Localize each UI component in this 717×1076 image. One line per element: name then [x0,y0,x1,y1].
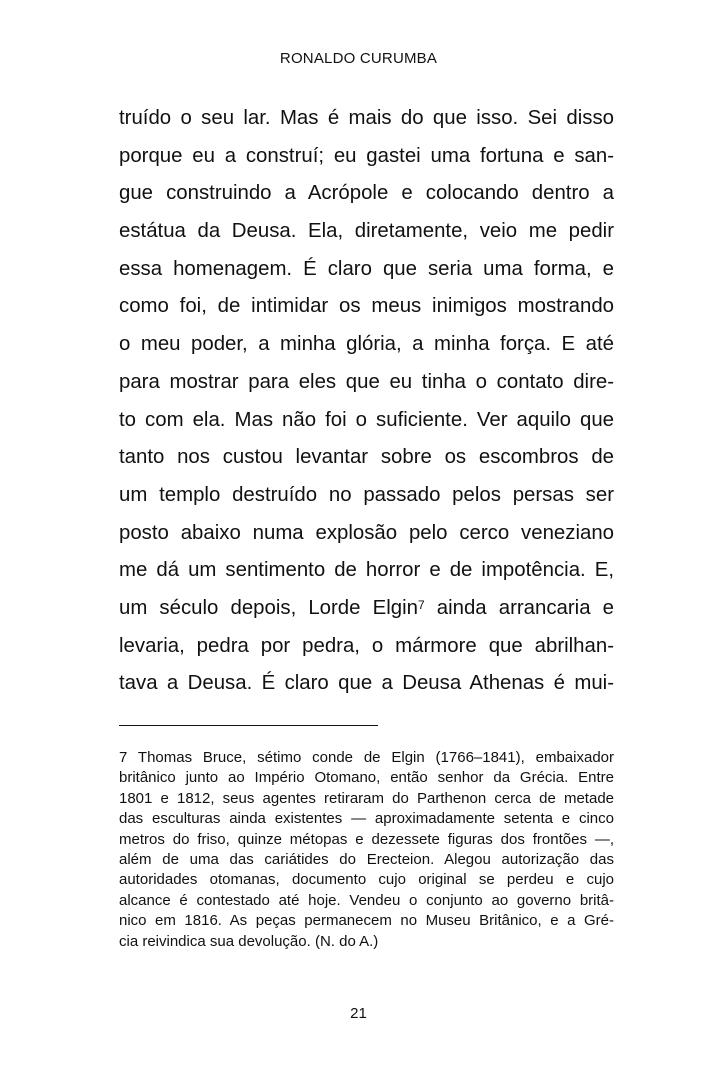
running-header: RONALDO CURUMBA [279,50,438,67]
text-line: como foi, de intimidar os meus inimigos mostrando [119,295,614,318]
footnote-line: britânico junto ao Império Otomano, então senhor da Grécia. Entre [119,769,614,787]
text-line: gue construindo a Acrópole e colocando dentro a [119,182,614,205]
footnote-line: alcance é contestado até hoje. Vendeu o conjunto ao governo britâ- [119,891,614,909]
footnote-line: 7 Thomas Bruce, sétimo conde de Elgin (1766–1841), embaixador [119,749,614,766]
footnote [119,748,614,952]
footnote-reference[interactable]: 7 [417,597,425,612]
footnote-line: das esculturas ainda existentes — aproximadamente setenta e cinco [119,810,614,828]
text-line: truído o seu lar. Mas é mais do que isso. Sei disso [119,107,614,129]
text-line: um templo destruído no passado pelos persas ser [119,483,614,506]
text-line: me dá um sentimento de horror e de impotência. E, [119,559,614,582]
text-line: to com ela. Mas não foi o suficiente. Ver aquilo que [119,408,614,431]
text-line: para mostrar para eles que eu tinha o contato dire- [119,370,614,393]
footnote-line: além de uma das cariátides do Erecteion. Alegou autorização das [119,850,614,868]
text-line: o meu poder, a minha glória, a minha força. E até [119,333,614,356]
text-line: levaria, pedra por pedra, o mármore que abrilhan- [119,634,614,657]
footnote-separator [119,725,378,726]
text-line: posto abaixo numa explosão pelo cerco veneziano [119,521,614,544]
footnote-line: nico em 1816. As peças permanecem no Museu Britânico, e a Gré- [119,912,614,930]
text-line: tanto nos custou levantar sobre os escombros de [119,446,614,469]
text-line: porque eu a construí; eu gastei uma fortuna e san- [119,144,614,167]
text-line: tava a Deusa. É claro que a Deusa Athenas é mui- [119,672,614,695]
footnote-line: 1801 e 1812, seus agentes retiraram do Parthenon cerca de metade [119,789,614,807]
main-text [119,100,614,703]
text-line: estátua da Deusa. Ela, diretamente, veio me pedir [119,220,614,243]
footnote-line: metros do friso, quinze métopas e dezessete figuras dos frontões —, [119,830,614,848]
text-segment: ainda arrancaria e [424,596,614,619]
footnote-line: autoridades otomanas, documento cujo original se perdeu e cujo [119,871,614,889]
text-line-with-footnote-ref [119,590,614,628]
text-segment: um século depois, Lorde Elgin [119,596,418,619]
footnote-line: cia reivindica sua devolução. (N. do A.) [119,932,379,950]
text-line: essa homenagem. É claro que seria uma forma, e [119,257,614,280]
page-number: 21 [350,1005,367,1022]
